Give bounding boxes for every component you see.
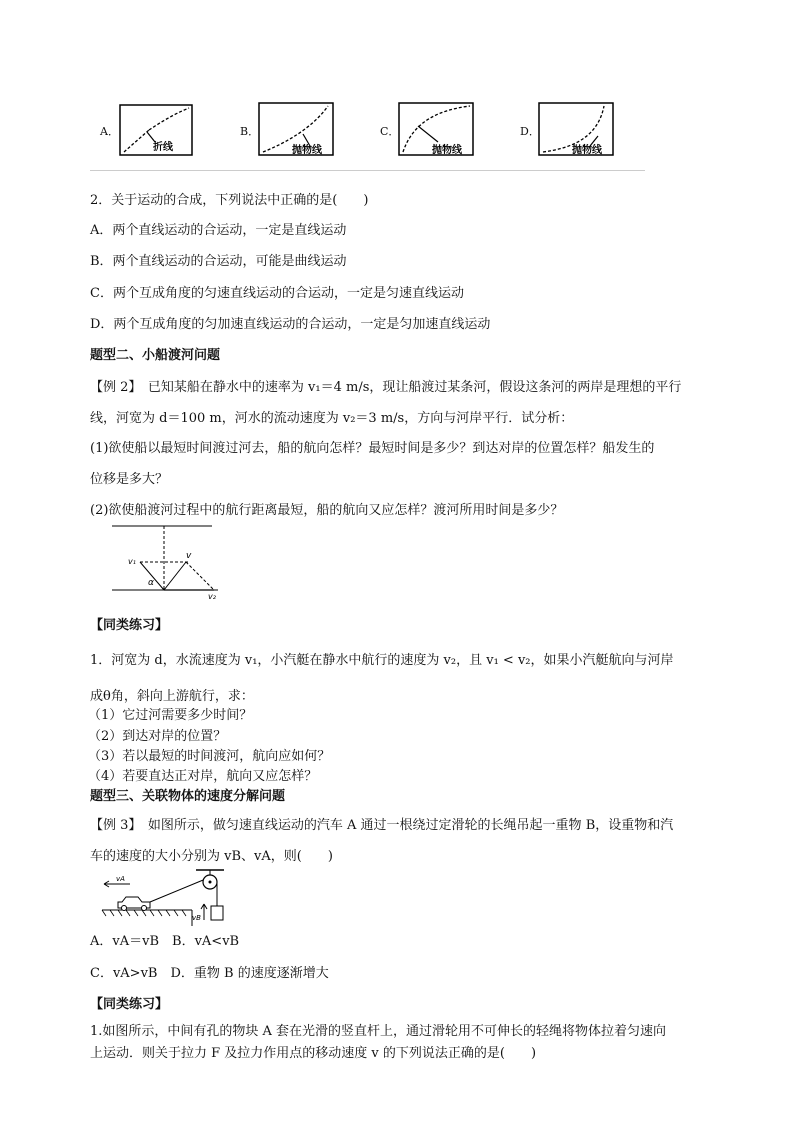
car-pulley-figure	[100, 866, 240, 926]
section2-title: 题型二、小船渡河问题	[90, 348, 221, 363]
practice1-item-3: （3）若以最短的时间渡河，航向应如何？	[88, 749, 331, 764]
example2-q2-line: (2)欲使船渡河过程中的航行距离最短，船的航向又应怎样？渡河所用时间是多少？	[90, 503, 564, 518]
practice1-item-1: （1）它过河需要多少时间？	[88, 708, 253, 723]
example3-options-line2: C．vA>vB D．重物 B 的速度逐渐增大	[90, 966, 329, 981]
practice1-item-2: （2）到达对岸的位置？	[88, 729, 227, 744]
example3-line1: 【例 3】 如图所示，做匀速直线运动的汽车 A 通过一根绕过定滑轮的长绳吊起一重物 B，设重物和汽	[90, 818, 674, 833]
practice1-item-4: （4）若要直达正对岸，航向又应怎样？	[88, 769, 318, 784]
example2-line2: 线，河宽为 d＝100 m，河水的流动速度为 v₂＝3 m/s，方向与河岸平行．试分析：	[90, 411, 574, 426]
q2-option-c: C．两个互成角度的匀速直线运动的合运动，一定是匀速直线运动	[90, 286, 464, 301]
figure-label-alpha: α	[148, 578, 154, 588]
example3-line2: 车的速度的大小分别为 vB、vA，则( )	[90, 849, 333, 864]
divider	[90, 170, 645, 171]
figure-label-v1: v₁	[128, 557, 136, 566]
practice2-line1: 1.如图所示，中间有孔的物块 A 套在光滑的竖直杆上，通过滑轮用不可伸长的轻绳将物体拉着匀速向	[90, 1024, 667, 1039]
q2-option-a: A．两个直线运动的合运动，一定是直线运动	[90, 223, 347, 238]
figure-label-v: v	[186, 551, 192, 561]
figure-label-v2: v₂	[208, 592, 216, 600]
option-c-letter: C．	[380, 125, 400, 138]
example3-tag: 【例 3】	[90, 818, 135, 833]
option-a-label: 折线	[153, 142, 173, 153]
option-b-label: 抛物线	[292, 145, 322, 156]
car-figure-label-vb: vB	[192, 914, 201, 922]
example2-q1-line2: 位移是多大？	[90, 472, 169, 487]
option-c-graph	[398, 102, 474, 156]
q2-stem: 2．关于运动的合成，下列说法中正确的是( )	[90, 193, 369, 208]
example2-q1-line1: (1)欲使船以最短时间渡过河去，船的航向怎样？最短时间是多少？到达对岸的位置怎样？船发生的	[90, 441, 655, 456]
practice1-title: 【同类练习】	[90, 618, 169, 633]
option-b-letter: B．	[240, 125, 260, 138]
option-d-graph	[538, 102, 614, 156]
q2-option-b: B．两个直线运动的合运动，可能是曲线运动	[90, 254, 347, 269]
option-a-letter: A．	[100, 125, 119, 138]
car-figure-label-va: vA	[116, 875, 125, 883]
option-d-letter: D．	[520, 125, 540, 138]
example3-options-line1: A．vA＝vB B．vA<vB	[90, 934, 240, 949]
option-c-label: 抛物线	[432, 145, 462, 156]
option-d-label: 抛物线	[572, 145, 602, 156]
q2-option-d: D．两个互成角度的匀加速直线运动的合运动，一定是匀加速直线运动	[90, 317, 491, 332]
option-b-graph	[258, 102, 334, 156]
example2-tag: 【例 2】	[90, 380, 135, 395]
practice1-line1: 1．河宽为 d，水流速度为 v₁，小汽艇在静水中航行的速度为 v₂，且 v₁ < v₂，如果小汽艇航向与河岸	[90, 653, 674, 668]
practice1-line2: 成θ角，斜向上游航行，求：	[90, 689, 254, 704]
example2-line1: 【例 2】 已知某船在静水中的速率为 v₁＝4 m/s，现让船渡过某条河，假设这条河的两岸是理想的平行	[90, 380, 682, 395]
option-a-graph	[119, 104, 193, 156]
river-crossing-figure	[112, 524, 222, 600]
practice2-line2: 上运动．则关于拉力 F 及拉力作用点的移动速度 v 的下列说法正确的是( )	[90, 1046, 537, 1061]
practice2-title: 【同类练习】	[90, 997, 169, 1012]
section3-title: 题型三、关联物体的速度分解问题	[90, 789, 286, 804]
